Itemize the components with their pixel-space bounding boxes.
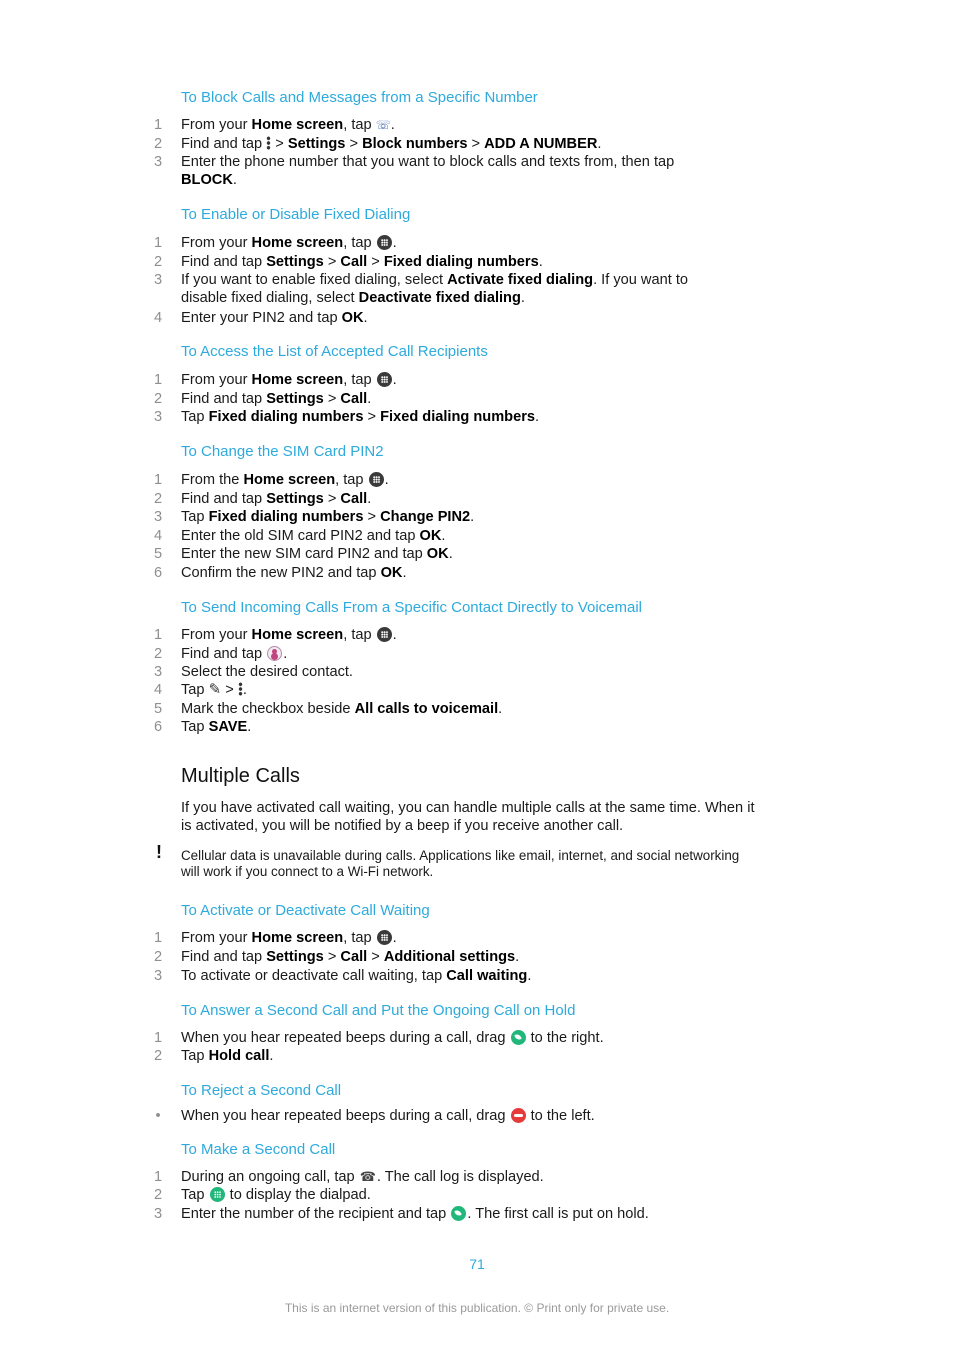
apps-icon (377, 627, 392, 642)
section-title-block-calls: To Block Calls and Messages from a Specific Number (181, 89, 538, 106)
footer-notice: This is an internet version of this publication. © Print only for private use. (284, 1301, 670, 1315)
section-title-make-second-call: To Make a Second Call (181, 1141, 336, 1158)
reject-call-icon (511, 1108, 526, 1123)
page-number: 71 (469, 1256, 485, 1272)
phone-dialer-icon: ☏ (375, 118, 391, 132)
dialpad-icon (210, 1187, 225, 1202)
apps-icon (377, 235, 392, 250)
exclamation-icon: ! (156, 842, 162, 862)
add-call-icon: ☎ (359, 1169, 376, 1184)
chapter-title-multiple-calls: Multiple Calls (181, 765, 300, 787)
section-title-voicemail: To Send Incoming Calls From a Specific Contact Directly to Voicemail (181, 599, 643, 616)
intro-paragraph: If you have activated call waiting, you can handle multiple calls at the same time. When it is activated, you will be notified by a beep if you receive another call. (181, 800, 755, 834)
answer-call-icon (511, 1030, 526, 1045)
section-title-reject-second-call: To Reject a Second Call (181, 1082, 342, 1099)
section-title-accepted-recipients: To Access the List of Accepted Call Recipients (181, 343, 488, 360)
apps-icon (377, 930, 392, 945)
answer-call-icon (451, 1206, 466, 1221)
section-title-answer-second-call: To Answer a Second Call and Put the Ongoing Call on Hold (181, 1002, 576, 1019)
section-title-fixed-dialing: To Enable or Disable Fixed Dialing (181, 206, 411, 223)
contacts-icon (267, 646, 282, 661)
apps-icon (377, 372, 392, 387)
apps-icon (369, 472, 384, 487)
pencil-icon: ✎ (208, 681, 222, 698)
note-paragraph: Cellular data is unavailable during calls. Applications like email, internet, and social networking will work if you connect to a Wi-Fi network. (181, 848, 740, 879)
manual-page: To Block Calls and Messages from a Specific Number 1 From your Home screen, tap ☏. 2 Find and tap > Settings > Block numbers > ADD A NUMBER. 3 Enter the phone number that you want to block calls and texts from, then tap BLOCK. To Enable or Disable Fixed Dialing 1 From your Home screen, tap . 2 Find and tap Settings > Call > Fixed dialing numbers. 3 If you want to enable fixed dialing, select Activate fixed dialing. If you want to disable fixed dialing, select Deactivate fixed dialing. 4 Enter your PIN2 and tap OK. To Access the List of Accepted Call Recipients 1 From your Home screen, tap . 2 Find and tap Settings > Call. 3 Tap Fixed dialing numbers > Fixed dialing numbers. To Change the SIM Card PIN2 1 From the Home screen, tap . 2 Find and tap Settings > Call. 3 Tap Fixed dialing numbers > Change PIN2. 4 Enter the old SIM card PIN2 and tap OK. 5 Enter the new SIM card PIN2 and tap OK. 6 Confirm the new PIN2 and tap OK. To Send Incoming Calls From a Specific Contact Directly to Voicemail 1 From your Home screen, tap . 2 Find and tap . 3 Select the desired contact. 4 Tap ✎ > . 5 Mark the checkbox beside All calls to voicemail. 6 Tap SAVE. Multiple Calls If you have activated call waiting, you can handle multiple calls at the same time. When it is activated, you will be notified by a beep if you receive another call. ! Cellular data is unavailable during calls. Applications like email, internet, and social networking will work if you connect to a Wi-Fi network. To Activate or Deactivate Call Waiting 1 From your Home screen, tap . 2 Find and tap Settings > Call > Additional settings. 3 To activate or deactivate call waiting, tap Call waiting. To Answer a Second Call and Put the Ongoing Call on Hold 1 When you hear repeated beeps during a call, drag to the right. 2 Tap Hold call. To Reject a Second Call • When you hear repeated beeps during a call, drag to the left. To Make a Second Call 1 During an ongoing call, tap ☎. The call log is displayed. 2 Tap to display the dialpad. 3 Enter the number of the recipient and tap . The first call is put on hold. 71 This is an internet version of this publication. © Print only for private use. (0, 0, 954, 1350)
section-title-call-waiting: To Activate or Deactivate Call Waiting (181, 902, 430, 919)
section-title-sim-pin2: To Change the SIM Card PIN2 (181, 443, 384, 460)
